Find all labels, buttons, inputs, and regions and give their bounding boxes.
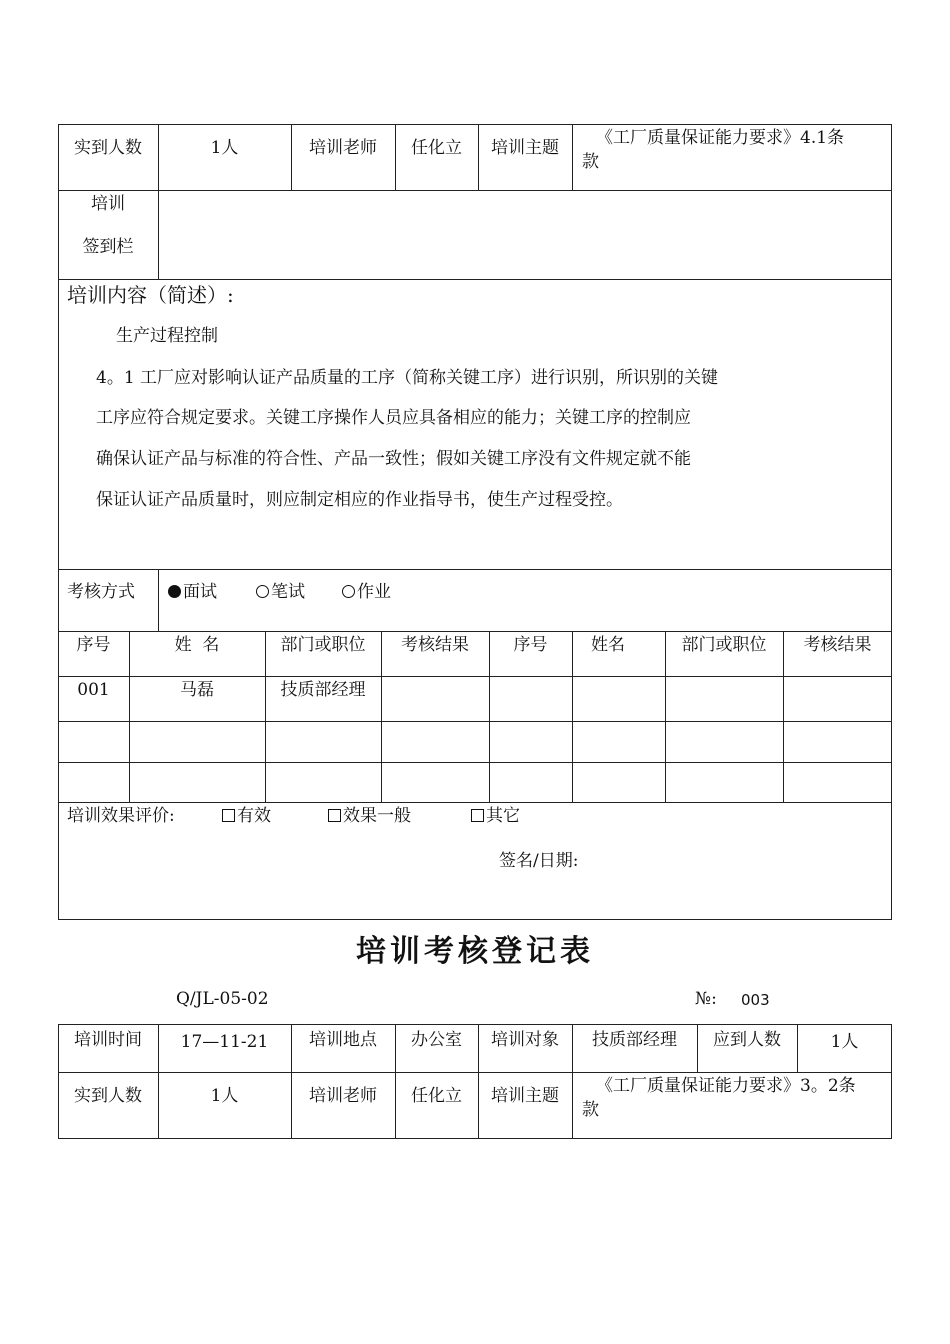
content-heading: 培训内容（简述）:	[67, 283, 234, 307]
teacher-label: 培训老师	[309, 138, 377, 158]
assessment-label: 考核方式	[67, 582, 135, 602]
table-cell-name: 马磊	[180, 680, 214, 700]
form-code: Q/JL-05-02	[176, 989, 269, 1009]
teacher-label: 培训老师	[309, 1086, 377, 1106]
training-target-label: 培训对象	[491, 1030, 559, 1050]
form-number: 003	[741, 991, 770, 1009]
content-line: 工序应符合规定要求。关键工序操作人员应具备相应的能力；关键工序的控制应	[96, 408, 691, 428]
actual-attendance-value: 1人	[210, 1086, 239, 1106]
table-cell-department: 技质部经理	[280, 680, 366, 700]
assessment-option-interview[interactable]: 面试	[168, 581, 217, 603]
table-header-cell: 部门或职位	[280, 635, 366, 655]
form-number-label: №:	[695, 989, 717, 1009]
actual-attendance-label: 实到人数	[74, 1086, 142, 1106]
page-title: 培训考核登记表	[356, 934, 594, 969]
training-place-value: 办公室	[411, 1030, 462, 1050]
evaluation-option-average[interactable]: 效果一般	[328, 805, 411, 827]
checkbox-icon	[328, 809, 341, 822]
actual-attendance-value: 1人	[210, 138, 239, 158]
signin-area[interactable]	[160, 192, 890, 277]
assessment-option-homework[interactable]: 作业	[342, 581, 391, 603]
assessment-option-written[interactable]: 笔试	[256, 581, 305, 603]
topic-label: 培训主题	[491, 1086, 559, 1106]
evaluation-option-effective[interactable]: 有效	[222, 805, 271, 827]
content-line: 保证认证产品质量时，则应制定相应的作业指导书，使生产过程受控。	[96, 490, 623, 510]
checkbox-icon	[222, 809, 235, 822]
radio-empty-icon	[256, 585, 269, 598]
row-divider	[58, 190, 892, 191]
table-header-cell: 姓 名	[174, 635, 220, 655]
content-line: 4。1 工厂应对影响认证产品质量的工序（简称关键工序）进行识别，所识别的关键	[96, 368, 719, 388]
table-header-cell: 部门或职位	[681, 635, 767, 655]
training-time-label: 培训时间	[74, 1030, 142, 1050]
content-line: 确保认证产品与标准的符合性、产品一致性；假如关键工序没有文件规定就不能	[96, 449, 691, 469]
table-cell-seq: 001	[77, 680, 110, 700]
table-header-cell: 姓名	[591, 635, 625, 655]
expected-attendance-label: 应到人数	[713, 1030, 781, 1050]
table-cell-result[interactable]	[382, 677, 488, 720]
topic-value-line1: 《工厂质量保证能力要求》4.1条	[596, 128, 845, 148]
table-header-cell: 序号	[76, 635, 111, 655]
topic-value-line2: 款	[582, 152, 599, 172]
teacher-value: 任化立	[411, 1086, 462, 1106]
radio-empty-icon	[342, 585, 355, 598]
training-target-value: 技质部经理	[592, 1030, 677, 1050]
topic-value-line1: 《工厂质量保证能力要求》3。2条	[596, 1076, 856, 1096]
signin-label-line1: 培训	[91, 194, 125, 214]
evaluation-option-other[interactable]: 其它	[471, 805, 520, 827]
topic-label: 培训主题	[491, 138, 559, 158]
radio-selected-icon	[168, 585, 181, 598]
topic-value-line2: 款	[582, 1100, 599, 1120]
table-header-cell: 考核结果	[401, 635, 469, 655]
teacher-value: 任化立	[411, 138, 462, 158]
table-header-cell: 序号	[513, 635, 548, 655]
signin-label-line2: 签到栏	[82, 237, 134, 257]
table-header-cell: 考核结果	[803, 635, 872, 655]
checkbox-icon	[471, 809, 484, 822]
evaluation-label: 培训效果评价:	[67, 806, 175, 826]
signature-date-label: 签名/日期:	[499, 851, 579, 871]
expected-attendance-value: 1人	[830, 1032, 859, 1052]
training-place-label: 培训地点	[309, 1030, 377, 1050]
training-time-value: 17—11-21	[180, 1032, 269, 1052]
content-subheading: 生产过程控制	[116, 326, 218, 346]
actual-attendance-label: 实到人数	[74, 138, 142, 158]
